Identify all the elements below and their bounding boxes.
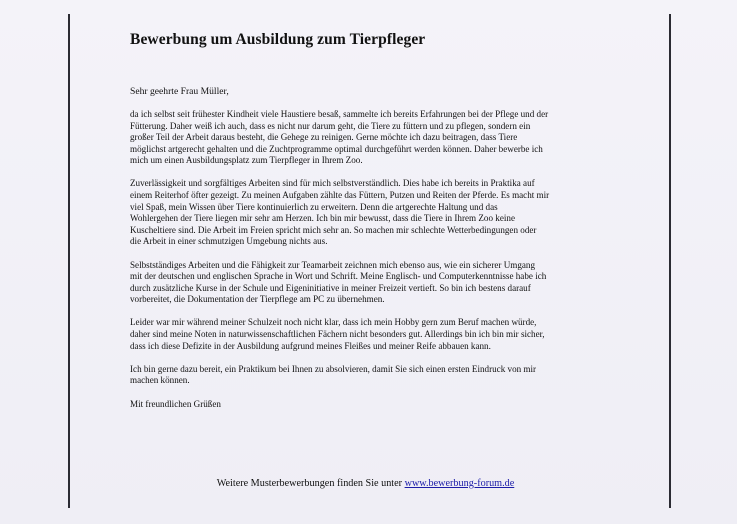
salutation: Sehr geehrte Frau Müller, <box>130 86 229 97</box>
paragraph-motivation: da ich selbst seit frühester Kindheit viele Haustiere besaß, sammelte ich bereits Erfahrungen bei der Pflege und der Fütterung. Daher weiß ich auch, dass es nicht nur darum geht, die Tiere zu füttern und zu pflegen, sondern ein großer Teil der Arbeit daraus besteht, die Gehege zu reinigen. Gerne möchte ich dazu beitragen, dass Tiere möglichst artgerecht gehalten und die Zuchtprogramme optimal durchgeführt werden können. Daher bewerbe ich mich um einen Ausbildungsplatz zum Tierpfleger in Ihrem Zoo. <box>130 109 549 166</box>
footer <box>0 477 737 490</box>
closing: Mit freundlichen Grüßen <box>130 398 221 409</box>
left-margin-rule <box>68 14 70 508</box>
right-margin-rule <box>669 14 671 508</box>
letter-body <box>130 30 608 410</box>
footer-link[interactable]: www.bewerbung-forum.de <box>404 478 515 489</box>
letter-title: Bewerbung um Ausbildung zum Tierpfleger <box>130 31 426 48</box>
paragraph-internship: Ich bin gerne dazu bereit, ein Praktikum bei Ihnen zu absolvieren, damit Sie sich einen ersten Eindruck von mir machen können. <box>130 363 537 386</box>
paragraph-reliability: Zuverlässigkeit und sorgfältiges Arbeiten sind für mich selbstverständlich. Dies habe ich bereits in Praktika auf einem Reiterhof öfter gezeigt. Zu meinen Aufgaben zählte das Füttern, Putzen und Reiten der Pferde. Es macht mir viel Spaß, mein Wissen über Tiere kontinuierlich zu erweitern. Denn die artgerechte Haltung und das Wohlergehen der Tiere liegen mir sehr am Herzen. Ich bin mir bewusst, dass die Tiere in Ihrem Zoo keine Kuscheltiere sind. Die Arbeit im Freien spricht mich sehr an. So machen mir schlechte Wetterbedingungen oder die Arbeit in einer schmutzigen Umgebung nichts aus. <box>130 178 550 247</box>
footer-text: Weitere Musterbewerbungen finden Sie unter <box>216 478 403 489</box>
paragraph-grades: Leider war mir während meiner Schulzeit noch nicht klar, dass ich mein Hobby gern zum Beruf machen würde, daher sind meine Noten in naturwissenschaftlichen Fächern nicht besonders gut. Allerdings bin ich bin mir sicher, dass ich diese Defizite in der Ausbildung aufgrund meines Fleißes und meiner Reife abbauen kann. <box>130 317 545 351</box>
paragraph-skills: Selbstständiges Arbeiten und die Fähigkeit zur Teamarbeit zeichnen mich ebenso aus, wie ein sicherer Umgang mit der deutschen und englischen Sprache in Wort und Schrift. Meine Englisch- und Computerkenntnisse habe ich durch zusätzliche Kurse in der Schule und Eigeninitiative in meiner Freizeit vertieft. So bin ich bestens darauf vorbereitet, die Dokumentation der Tierpflege am PC zu übernehmen. <box>130 259 547 305</box>
